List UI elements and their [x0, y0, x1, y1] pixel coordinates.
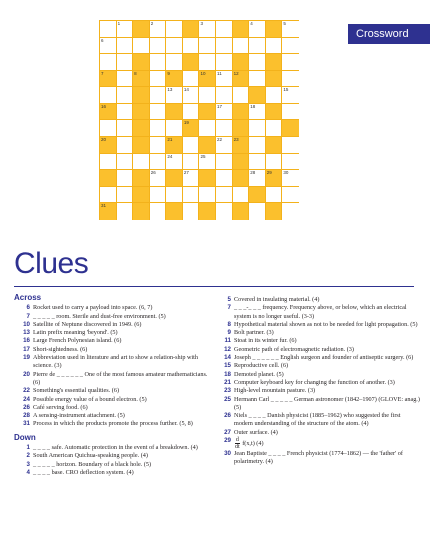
- grid-cell[interactable]: [249, 203, 266, 220]
- clue-number: 6: [26, 304, 30, 312]
- grid-cell[interactable]: [266, 87, 283, 104]
- grid-cell[interactable]: [117, 54, 134, 71]
- clue-item: [14, 313, 210, 321]
- grid-cell[interactable]: [216, 120, 233, 137]
- grid-cell[interactable]: [282, 170, 299, 187]
- clue-number: 22: [23, 387, 30, 395]
- grid-cell-shaded: [133, 170, 150, 187]
- clue-item: [14, 329, 210, 337]
- clue-text: Something's essential qualities. (6): [33, 387, 120, 395]
- clue-number-label: 25: [200, 153, 206, 159]
- clues-left-column: [14, 294, 210, 477]
- clue-item: [215, 346, 420, 354]
- clue-number-label: 27: [183, 170, 189, 176]
- grid-cell[interactable]: [150, 170, 167, 187]
- grid-cell-shaded: [199, 104, 216, 121]
- grid-cell[interactable]: [150, 87, 167, 104]
- grid-cell-shaded: [249, 187, 266, 204]
- clue-number: 9: [227, 329, 231, 337]
- grid-cell[interactable]: [233, 87, 250, 104]
- grid-cell[interactable]: [183, 87, 200, 104]
- grid-cell[interactable]: [166, 187, 183, 204]
- clue-text-rest: f(x,t) (4): [242, 439, 264, 447]
- grid-cell[interactable]: [216, 38, 233, 55]
- grid-cell[interactable]: [249, 21, 266, 38]
- clue-item: [14, 321, 210, 329]
- down-title: Down: [14, 432, 36, 442]
- grid-cell-shaded: [183, 54, 200, 71]
- clue-item: [215, 396, 420, 413]
- heading-rule: [14, 286, 414, 287]
- clue-number-label: 10: [200, 70, 206, 76]
- grid-cell[interactable]: [166, 21, 183, 38]
- grid-cell[interactable]: [249, 137, 266, 154]
- grid-cell[interactable]: [133, 38, 150, 55]
- grid-cell[interactable]: [249, 54, 266, 71]
- grid-cell-shaded: [133, 104, 150, 121]
- grid-cell-shaded: [166, 203, 183, 220]
- clue-text: _ _ _ _ safe. Automatic protection in the event of a breakdown. (4): [33, 444, 198, 452]
- clue-text: Niels _ _ _ _ Danish physicist (1885–1962) who suggested the first modern understanding of the structure of the atom. (4): [234, 412, 401, 428]
- clue-text: Bolt partner. (3): [234, 329, 274, 337]
- clue-item: [14, 404, 210, 412]
- clue-number-label: 18: [250, 103, 256, 109]
- grid-cell[interactable]: [282, 203, 299, 220]
- clue-item: [215, 329, 420, 337]
- grid-cell[interactable]: [150, 38, 167, 55]
- grid-cell[interactable]: [199, 187, 216, 204]
- grid-cell[interactable]: [166, 54, 183, 71]
- grid-cell[interactable]: [216, 187, 233, 204]
- clue-text: Stoat in its winter fur. (6): [234, 337, 297, 345]
- grid-cell[interactable]: [282, 87, 299, 104]
- clue-number: 7: [26, 312, 30, 320]
- grid-cell[interactable]: [216, 104, 233, 121]
- grid-cell-shaded: [199, 137, 216, 154]
- grid-cell[interactable]: [249, 71, 266, 88]
- clue-number: 26: [224, 412, 231, 420]
- grid-cell-shaded: [199, 170, 216, 187]
- clue-number-label: 31: [101, 203, 107, 209]
- grid-cell[interactable]: [100, 120, 117, 137]
- grid-cell-shaded: [100, 170, 117, 187]
- grid-cell[interactable]: [216, 87, 233, 104]
- grid-cell-shaded: [233, 170, 250, 187]
- grid-cell[interactable]: [183, 104, 200, 121]
- grid-cell[interactable]: [233, 187, 250, 204]
- grid-cell[interactable]: [266, 38, 283, 55]
- clue-number: 12: [224, 345, 231, 353]
- clue-item: [14, 412, 210, 420]
- grid-cell[interactable]: [183, 170, 200, 187]
- grid-cell-shaded: [233, 21, 250, 38]
- grid-cell[interactable]: [117, 38, 134, 55]
- clue-item: [215, 371, 420, 379]
- clue-item: [14, 444, 210, 452]
- grid-cell-shaded: [100, 203, 117, 220]
- clue-number-label: 16: [101, 103, 107, 109]
- clue-item: [215, 321, 420, 329]
- clue-number-label: 1: [117, 21, 121, 26]
- grid-cell[interactable]: [166, 87, 183, 104]
- clue-number-label: 19: [183, 120, 189, 126]
- grid-cell[interactable]: [199, 38, 216, 55]
- grid-cell[interactable]: [199, 154, 216, 171]
- clue-item: [215, 379, 420, 387]
- grid-cell-shaded: [166, 137, 183, 154]
- clue-text: High-level mountain pasture. (3): [234, 387, 316, 395]
- clue-number: 1: [26, 444, 30, 452]
- clue-number: 11: [224, 337, 231, 345]
- clue-number-label: 30: [283, 170, 289, 176]
- grid-cell[interactable]: [266, 120, 283, 137]
- grid-cell[interactable]: [199, 54, 216, 71]
- grid-cell[interactable]: [117, 120, 134, 137]
- grid-cell[interactable]: [150, 154, 167, 171]
- grid-cell-shaded: [233, 203, 250, 220]
- clue-number-label: 6: [101, 37, 104, 43]
- clue-item: [215, 362, 420, 370]
- clue-text: Jean Baptiste _ _ _ _ French physicist (1774–1862) — the 'father' of polarimetry. (4): [234, 450, 403, 466]
- clue-text: Process in which the products promote the process further. (5, 8): [33, 420, 193, 428]
- clue-number-label: 22: [217, 137, 223, 143]
- clue-item: [215, 337, 420, 345]
- clue-text: _ _ _ _ _ room. Sterile and dust-free environment. (5): [33, 312, 166, 320]
- clue-number: 27: [224, 428, 231, 436]
- clue-text: Joseph _ _ _ _ _ _ English surgeon and founder of antiseptic surgery. (6): [234, 354, 414, 362]
- section-tab: Crossword: [348, 24, 430, 44]
- grid-cell[interactable]: [133, 154, 150, 171]
- grid-cell[interactable]: [216, 154, 233, 171]
- clue-text: _ _ _ _ _ horizon. Boundary of a black hole. (5): [33, 460, 152, 468]
- grid-cell[interactable]: [216, 203, 233, 220]
- clue-item: [14, 461, 210, 469]
- grid-cell[interactable]: [117, 71, 134, 88]
- grid-cell-shaded: [266, 137, 283, 154]
- clue-number: 16: [23, 337, 30, 345]
- grid-cell[interactable]: [150, 54, 167, 71]
- grid-cell-shaded: [133, 120, 150, 137]
- grid-cell[interactable]: [150, 104, 167, 121]
- clue-item: [215, 450, 420, 467]
- clue-text: Outer surface. (4): [234, 428, 278, 436]
- clue-text: South American Quichua-speaking people. (4): [33, 452, 148, 460]
- grid-cell-shaded: [266, 170, 283, 187]
- clue-text: Latin prefix meaning 'beyond'. (5): [33, 329, 118, 337]
- clue-text: Short-sightedness. (6): [33, 345, 88, 353]
- grid-cell-shaded: [100, 137, 117, 154]
- grid-cell-shaded: [266, 54, 283, 71]
- clue-text: Café serving food. (6): [33, 403, 88, 411]
- grid-cell[interactable]: [150, 187, 167, 204]
- grid-cell-shaded: [266, 21, 283, 38]
- clue-number-label: 24: [167, 153, 173, 159]
- clue-number-label: 17: [217, 103, 223, 109]
- grid-cell[interactable]: [282, 137, 299, 154]
- clue-item: [215, 354, 420, 362]
- fraction-denominator: dt: [235, 444, 240, 451]
- across-title: Across: [14, 293, 42, 302]
- clue-number: 19: [23, 354, 30, 362]
- clue-text: Satellite of Neptune discovered in 1949. (6): [33, 320, 142, 328]
- grid-cell[interactable]: [117, 104, 134, 121]
- clue-number: 30: [224, 450, 231, 458]
- clue-item: [14, 354, 210, 371]
- grid-cell-shaded: [282, 120, 299, 137]
- grid-cell-shaded: [199, 71, 216, 88]
- clue-number-label: 7: [101, 70, 104, 76]
- clue-number-label: 28: [250, 170, 256, 176]
- clue-item: [14, 469, 210, 477]
- clue-number-label: 14: [183, 87, 189, 93]
- grid-cell-shaded: [233, 154, 250, 171]
- grid-cell-shaded: [233, 54, 250, 71]
- clue-number-label: 3: [200, 21, 203, 26]
- clue-text: Large French Polynesian island. (6): [33, 337, 122, 345]
- grid-cell-shaded: [166, 170, 183, 187]
- clue-text: _ _ _ _ base. CRO deflection system. (4): [33, 468, 134, 476]
- clue-number: 31: [23, 420, 30, 428]
- grid-cell-shaded: [133, 21, 150, 38]
- clue-number-label: 23: [233, 137, 239, 143]
- clue-text: Geometric path of electromagnetic radiation. (3): [234, 345, 354, 353]
- grid-cell[interactable]: [117, 154, 134, 171]
- grid-cell-shaded: [233, 71, 250, 88]
- grid-cell[interactable]: [100, 54, 117, 71]
- clue-number: 26: [23, 403, 30, 411]
- clue-number: 14: [224, 354, 231, 362]
- clue-number-label: 21: [167, 137, 173, 143]
- clue-item: [215, 304, 420, 321]
- across-clue-list: [14, 304, 210, 428]
- clue-number: 23: [224, 387, 231, 395]
- grid-cell[interactable]: [282, 38, 299, 55]
- clue-number: 15: [224, 362, 231, 370]
- clue-number: 4: [26, 468, 30, 476]
- grid-cell[interactable]: [117, 21, 134, 38]
- clue-number: 10: [23, 320, 30, 328]
- grid-cell-shaded: [199, 203, 216, 220]
- down-clue-list: [14, 444, 210, 477]
- clue-number-label: 13: [167, 87, 173, 93]
- grid-cell-shaded: [266, 203, 283, 220]
- clue-text: Computer keyboard key for changing the function of another. (3): [234, 378, 395, 386]
- grid-cell[interactable]: [199, 120, 216, 137]
- clue-text: Demoted planet. (5): [234, 370, 284, 378]
- grid-cell[interactable]: [117, 187, 134, 204]
- grid-cell[interactable]: [249, 170, 266, 187]
- clue-item: [215, 412, 420, 429]
- grid-cell-shaded: [166, 71, 183, 88]
- grid-cell-shaded: [133, 71, 150, 88]
- clue-number: 13: [23, 329, 30, 337]
- clue-number-label: 8: [134, 70, 137, 76]
- grid-cell[interactable]: [233, 38, 250, 55]
- clue-number-label: 29: [266, 170, 272, 176]
- clue-item: [14, 420, 210, 428]
- clue-number: 17: [23, 345, 30, 353]
- grid-cell-shaded: [183, 21, 200, 38]
- grid-cell[interactable]: [282, 154, 299, 171]
- clue-number: 21: [224, 378, 231, 386]
- grid-cell[interactable]: [216, 71, 233, 88]
- grid-cell[interactable]: [100, 154, 117, 171]
- grid-cell[interactable]: [249, 154, 266, 171]
- clue-number: 18: [224, 370, 231, 378]
- grid-cell-shaded: [183, 120, 200, 137]
- clue-text: Covered in insulating material. (4): [234, 296, 320, 303]
- clue-number: 29: [224, 437, 231, 445]
- clue-number: 2: [26, 452, 30, 460]
- clue-item: [14, 371, 210, 388]
- grid-cell-shaded: [249, 87, 266, 104]
- clue-number-label: 11: [217, 70, 222, 76]
- grid-cell-shaded: [133, 54, 150, 71]
- grid-cell[interactable]: [166, 154, 183, 171]
- clue-item: [215, 437, 420, 450]
- grid-cell[interactable]: [100, 87, 117, 104]
- grid-cell[interactable]: [183, 187, 200, 204]
- crossword-grid: [99, 20, 299, 220]
- grid-cell[interactable]: [216, 54, 233, 71]
- clue-number-label: 9: [167, 70, 170, 76]
- grid-cell[interactable]: [199, 21, 216, 38]
- grid-cell-shaded: [266, 71, 283, 88]
- clue-number: 20: [23, 370, 30, 378]
- grid-cell[interactable]: [150, 120, 167, 137]
- clue-number: 3: [26, 460, 30, 468]
- clue-text: Abbreviation used in literature and art to show a relation-ship with science. (3): [33, 354, 198, 370]
- grid-cell[interactable]: [282, 104, 299, 121]
- clue-number-label: 5: [283, 21, 286, 26]
- clue-text: Hypothetical material shown as not to be needed for light propagation. (5): [234, 320, 418, 328]
- grid-cell-shaded: [133, 187, 150, 204]
- clue-number: 24: [23, 395, 30, 403]
- clues-heading: Clues: [14, 247, 89, 280]
- clue-text: _ _ _-_ _ _ frequency. Frequency above, or below, which an electrical system is no longer useful. (3-3): [234, 304, 407, 320]
- grid-cell[interactable]: [166, 38, 183, 55]
- clue-number: 25: [224, 395, 231, 403]
- clue-number: 28: [23, 412, 30, 420]
- fraction-numerator: d: [235, 437, 239, 444]
- grid-cell[interactable]: [266, 154, 283, 171]
- grid-cell[interactable]: [282, 187, 299, 204]
- clue-item: [14, 337, 210, 345]
- grid-cell[interactable]: [249, 120, 266, 137]
- clue-text: A sensing-instrument attachment. (5): [33, 412, 125, 420]
- grid-cell[interactable]: [166, 120, 183, 137]
- grid-cell[interactable]: [216, 21, 233, 38]
- grid-cell[interactable]: [282, 54, 299, 71]
- grid-cell[interactable]: [117, 170, 134, 187]
- clue-number-label: 2: [150, 21, 154, 26]
- grid-cell[interactable]: [117, 137, 134, 154]
- clue-number: 8: [227, 320, 231, 328]
- grid-cell-shaded: [133, 137, 150, 154]
- clue-number-label: 20: [101, 137, 107, 143]
- grid-cell[interactable]: [117, 87, 134, 104]
- clue-item: [14, 304, 210, 312]
- grid-cell[interactable]: [249, 104, 266, 121]
- clue-text: Reproductive cell. (6): [234, 362, 289, 370]
- clue-text: Rocket used to carry a payload into space. (6, 7): [33, 304, 153, 312]
- grid-cell[interactable]: [150, 71, 167, 88]
- clue-item: [14, 387, 210, 395]
- grid-cell[interactable]: [199, 87, 216, 104]
- clue-number-label: 15: [283, 87, 289, 93]
- grid-cell[interactable]: [183, 137, 200, 154]
- clue-item: [14, 452, 210, 460]
- grid-cell[interactable]: [150, 21, 167, 38]
- grid-cell-shaded: [133, 87, 150, 104]
- clue-number-label: 4: [250, 21, 253, 26]
- grid-cell-shaded: [233, 120, 250, 137]
- derivative-fraction: [235, 437, 240, 450]
- clue-text: [234, 437, 420, 450]
- grid-cell-shaded: [266, 104, 283, 121]
- grid-cell-shaded: [233, 137, 250, 154]
- grid-cell[interactable]: [183, 38, 200, 55]
- clue-item: [215, 296, 420, 304]
- down-clue-list-continued: [215, 296, 420, 437]
- clue-text: Pierre de _ _ _ _ _ _ One of the most famous amateur mathematicians. (6): [33, 370, 208, 386]
- grid-cell[interactable]: [282, 71, 299, 88]
- grid-cell-shaded: [233, 104, 250, 121]
- clue-item: [14, 396, 210, 404]
- clue-text: Hermann Carl _ _ _ _ _ German astronomer (1842–1907) (GLOVE: anag.) (5): [234, 395, 420, 411]
- clue-item: [14, 346, 210, 354]
- clue-item: [215, 429, 420, 437]
- clue-item: [215, 387, 420, 395]
- grid-cell-shaded: [133, 203, 150, 220]
- clue-number: 7: [227, 304, 231, 312]
- clues-right-column: [215, 296, 420, 467]
- grid-cell-shaded: [166, 104, 183, 121]
- grid-cell[interactable]: [282, 21, 299, 38]
- grid-cell-shaded: [100, 71, 117, 88]
- clue-text: Possible energy value of a bound electron. (5): [33, 395, 147, 403]
- grid-cell[interactable]: [216, 137, 233, 154]
- grid-cell[interactable]: [183, 154, 200, 171]
- grid-cell[interactable]: [216, 170, 233, 187]
- grid-cell[interactable]: [100, 38, 117, 55]
- grid-cell[interactable]: [100, 187, 117, 204]
- clue-number: 5: [227, 296, 231, 303]
- clue-number-label: 26: [150, 170, 156, 176]
- clue-number-label: 12: [233, 70, 239, 76]
- grid-cell-shaded: [100, 104, 117, 121]
- grid-cell[interactable]: [100, 21, 117, 38]
- grid-cell[interactable]: [150, 137, 167, 154]
- grid-cell[interactable]: [150, 203, 167, 220]
- grid-cell[interactable]: [249, 38, 266, 55]
- grid-cell[interactable]: [266, 187, 283, 204]
- grid-cell[interactable]: [183, 71, 200, 88]
- grid-cell[interactable]: [183, 203, 200, 220]
- grid-cell[interactable]: [117, 203, 134, 220]
